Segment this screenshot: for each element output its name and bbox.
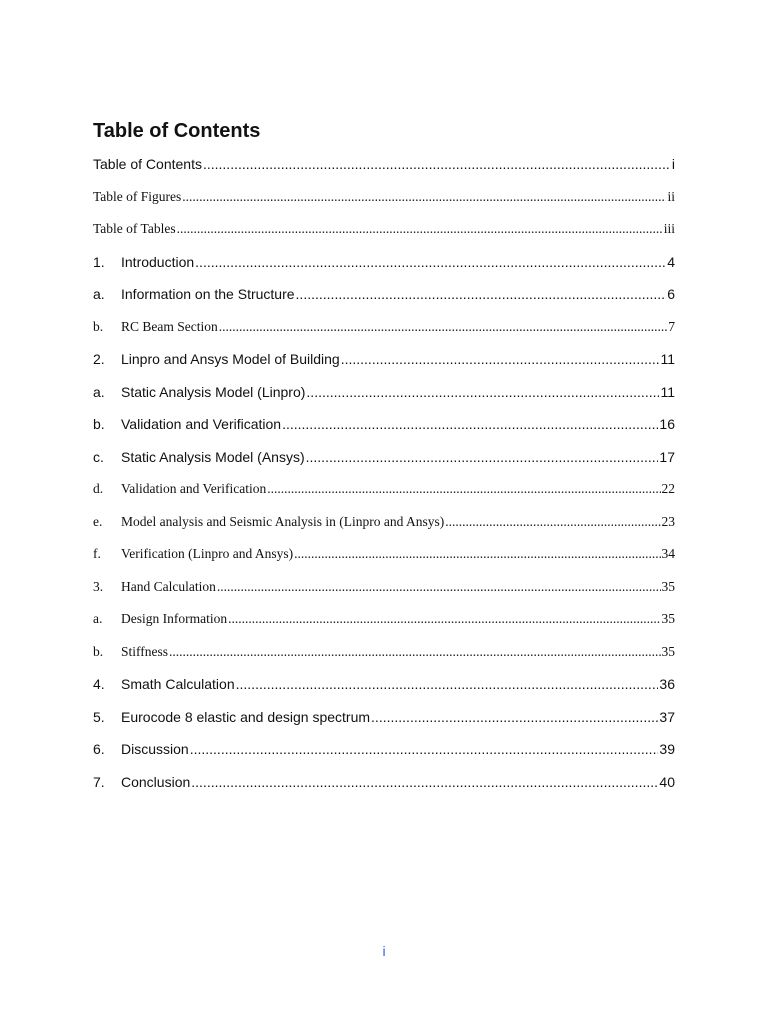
toc-entry[interactable] (93, 644, 675, 677)
toc-entry-title[interactable]: Verification (Linpro and Ansys) (121, 546, 294, 561)
toc-entry-number: b. (93, 643, 104, 659)
toc-dot-leader (191, 774, 658, 790)
toc-entry-number: b. (93, 318, 104, 334)
toc-entry-number: a. (93, 286, 105, 302)
toc-entry-title[interactable]: Table of Figures (93, 188, 182, 204)
toc-dot-leader (445, 514, 660, 530)
toc-entry-title[interactable]: Discussion (121, 741, 189, 757)
toc-entry[interactable] (93, 351, 675, 384)
toc-entry-page[interactable]: 4 (667, 253, 675, 270)
toc-entry[interactable] (93, 579, 675, 612)
toc-dot-leader (236, 676, 659, 692)
toc-dot-leader (371, 709, 658, 725)
toc-entry-title[interactable]: Eurocode 8 elastic and design spectrum (121, 708, 371, 725)
toc-entry-number: e. (93, 513, 103, 529)
toc-entry-title[interactable]: Smath Calculation (121, 676, 235, 692)
toc-entry-number: f. (93, 546, 101, 561)
toc-dot-leader (267, 481, 660, 497)
toc-entry-title[interactable]: Static Analysis Model (Ansys) (121, 448, 305, 465)
toc-list (93, 156, 675, 806)
toc-entry-page[interactable]: 40 (659, 773, 675, 790)
toc-entry[interactable] (93, 416, 675, 449)
toc-entry-title[interactable]: Validation and Verification (121, 416, 282, 432)
toc-entry-title[interactable]: Conclusion (121, 773, 191, 790)
toc-entry-page[interactable]: 6 (667, 286, 675, 302)
toc-entry-number: 2. (93, 351, 105, 367)
toc-entry-page[interactable]: iii (663, 221, 675, 236)
toc-entry-page[interactable]: 35 (661, 578, 675, 594)
toc-entry-page[interactable]: 17 (659, 448, 675, 465)
toc-entry-number: a. (93, 383, 105, 400)
toc-dot-leader (282, 416, 658, 432)
toc-entry-number: 1. (93, 253, 105, 270)
toc-dot-leader (294, 546, 660, 562)
toc-entry-title[interactable]: Validation and Verification (121, 481, 267, 496)
toc-entry[interactable] (93, 449, 675, 482)
toc-dot-leader (177, 221, 663, 237)
toc-entry[interactable] (93, 189, 675, 222)
toc-dot-leader (169, 644, 660, 660)
toc-entry-title[interactable]: Linpro and Ansys Model of Building (121, 351, 340, 367)
toc-entry-title[interactable]: Introduction (121, 253, 195, 270)
toc-entry-title[interactable]: Table of Tables (93, 221, 176, 236)
toc-entry-page[interactable]: 22 (661, 481, 675, 496)
toc-dot-leader (203, 156, 671, 172)
toc-entry-number: c. (93, 448, 104, 465)
toc-entry-number: a. (93, 611, 103, 626)
toc-entry[interactable] (93, 156, 675, 189)
toc-entry[interactable] (93, 319, 675, 352)
toc-entry-title[interactable]: Static Analysis Model (Linpro) (121, 383, 306, 400)
toc-entry[interactable] (93, 514, 675, 547)
toc-dot-leader (341, 351, 660, 367)
toc-entry-number: 7. (93, 773, 105, 790)
toc-entry-title[interactable]: Hand Calculation (121, 578, 216, 594)
toc-entry-number: 6. (93, 741, 105, 757)
toc-dot-leader (296, 286, 667, 302)
toc-entry[interactable] (93, 774, 675, 807)
page-number: i (382, 943, 386, 959)
toc-entry-page[interactable]: ii (667, 188, 675, 204)
toc-entry-number: d. (93, 481, 104, 496)
toc-entry-page[interactable]: 34 (661, 546, 675, 561)
toc-entry-page[interactable]: 36 (659, 676, 675, 692)
toc-dot-leader (306, 384, 659, 400)
toc-entry-title[interactable]: Table of Contents (93, 156, 202, 172)
toc-entry[interactable] (93, 709, 675, 742)
toc-entry[interactable] (93, 384, 675, 417)
toc-dot-leader (190, 741, 659, 757)
toc-entry-page[interactable]: 35 (661, 643, 675, 659)
toc-entry-page[interactable]: 11 (660, 383, 675, 400)
toc-entry[interactable] (93, 546, 675, 579)
toc-entry[interactable] (93, 481, 675, 514)
toc-entry-number: 3. (93, 578, 104, 594)
toc-dot-leader (217, 579, 661, 595)
toc-entry-page[interactable]: 35 (661, 611, 675, 626)
toc-entry-number: 5. (93, 708, 105, 725)
toc-entry[interactable] (93, 676, 675, 709)
toc-entry-number: 4. (93, 676, 105, 692)
toc-entry-title[interactable]: Stiffness (121, 643, 169, 659)
toc-heading: Table of Contents (93, 120, 261, 142)
toc-dot-leader (228, 611, 660, 627)
toc-entry-title[interactable]: Model analysis and Seismic Analysis in (Linpro and Ansys) (121, 513, 445, 529)
toc-entry-title[interactable]: RC Beam Section (121, 318, 218, 334)
toc-entry-title[interactable]: Information on the Structure (121, 286, 295, 302)
toc-entry[interactable] (93, 741, 675, 774)
toc-entry-number: b. (93, 416, 105, 432)
toc-entry-page[interactable]: 37 (659, 708, 675, 725)
toc-entry-page[interactable]: 7 (668, 318, 675, 334)
toc-dot-leader (182, 189, 666, 205)
toc-entry[interactable] (93, 221, 675, 254)
toc-dot-leader (306, 449, 659, 465)
toc-entry-page[interactable]: 16 (659, 416, 675, 432)
toc-dot-leader (219, 319, 668, 335)
toc-entry-page[interactable]: i (671, 156, 675, 172)
toc-entry-page[interactable]: 39 (659, 741, 675, 757)
toc-entry-page[interactable]: 11 (660, 351, 675, 367)
toc-entry[interactable] (93, 611, 675, 644)
toc-entry-page[interactable]: 23 (661, 513, 675, 529)
toc-entry[interactable] (93, 286, 675, 319)
toc-entry[interactable] (93, 254, 675, 287)
toc-entry-title[interactable]: Design Information (121, 611, 228, 626)
toc-dot-leader (195, 254, 666, 270)
